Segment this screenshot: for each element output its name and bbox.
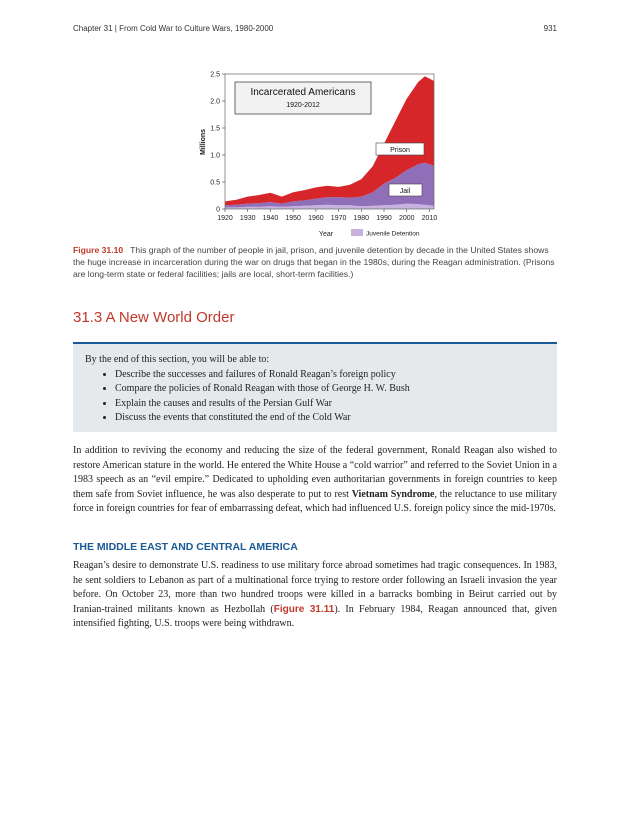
x-tick-label: 1990 [376, 215, 392, 222]
page-number: 931 [543, 24, 557, 33]
paragraph-text: Reagan’s desire to demonstrate U.S. readiness to use military force abroad sometimes had tragic consequences. In 1983, he sent soldiers to Lebanon as part of a multinational force trying to restore order following an Israeli invasion the year before. On October 23, more than two hundred troops were killed in a barracks bombing in Beirut carried out by Iranian-trained militants known as Hezbollah ( [73, 560, 557, 615]
paragraph-text: In addition to reviving the economy and reducing the size of the federal government, Ronald Reagan also wished to restore American stature in the world. He entered the White House a “cold warrior” and referred to the Soviet Union in a 1983 speech as an “evil empire.” Dedicated to upholding even authoritarian governments in foreign countries to keep them safe from Soviet influence, he was also desperate to put to rest [73, 445, 557, 500]
objective-item: • Discuss the events that constituted the end of the Cold War [115, 411, 545, 426]
x-tick-label: 1960 [308, 215, 324, 222]
x-tick-label: 1980 [353, 215, 370, 222]
objectives-intro: By the end of this section, you will be able to: [85, 354, 270, 365]
learning-objectives-box [73, 342, 557, 432]
y-axis-label: Millions [200, 128, 207, 156]
chart-svg [193, 64, 441, 242]
y-tick-label: 2.0 [210, 98, 220, 106]
running-title: Chapter 31 | From Cold War to Culture Wars, 1980-2000 [73, 24, 274, 33]
legend-swatch-juvenile [351, 229, 363, 236]
objective-item: • Explain the causes and results of the Persian Gulf War [115, 397, 545, 412]
body-paragraph-1 [73, 444, 557, 517]
x-axis-label: Year [318, 231, 334, 238]
x-tick-label: 1950 [285, 215, 301, 222]
objective-item: • Compare the policies of Ronald Reagan with those of George H. W. Bush [115, 382, 545, 397]
jail-label: Jail [399, 188, 411, 195]
figure-label: Figure 31.10 [73, 245, 124, 255]
y-tick-label: 0.5 [210, 179, 220, 187]
x-tick-label: 2010 [421, 215, 438, 222]
body-paragraph-2 [73, 559, 557, 632]
caption-text: This graph of the number of people in jail, prison, and juvenile detention by decade in the United States shows the huge increase in incarceration during the war on drugs that began in the 1980s, during the Reagan administration. (Prisons are long-term state or federal facilities; jails are local, short-term facilities.) [73, 245, 555, 279]
objective-item: • Describe the successes and failures of Ronald Reagan’s foreign policy [115, 368, 545, 383]
section-title: 31.3 A New World Order [73, 309, 235, 326]
prison-label: Prison [390, 147, 410, 154]
running-header [73, 24, 557, 33]
x-tick-label: 1930 [239, 215, 256, 222]
y-tick-label: 1.5 [210, 125, 220, 133]
incarceration-chart [193, 64, 441, 242]
x-tick-label: 1970 [330, 215, 347, 222]
objectives-list [85, 368, 545, 426]
legend-label-juvenile: Juvenile Detention [366, 230, 420, 238]
paragraph-text: , the reluctance to use military force in foreign countries for fear of embarrassing defeat, which had influenced U.S. foreign policy since the mid-1970s. [73, 488, 557, 514]
x-tick-label: 1940 [262, 215, 279, 222]
paragraph-text: ). In February 1984, Reagan announced that, given intensified fighting, U.S. troops were being withdrawn. [73, 603, 557, 629]
figure-caption [73, 244, 557, 280]
x-tick-label: 1920 [217, 215, 233, 222]
y-tick-label: 0 [216, 206, 220, 214]
chart-subtitle: 1920-2012 [286, 102, 320, 109]
y-tick-label: 1.0 [210, 152, 220, 160]
y-tick-label: 2.5 [210, 71, 220, 79]
chart-title: Incarcerated Americans [250, 87, 356, 98]
x-tick-label: 2000 [398, 215, 415, 222]
key-term: Vietnam Syndrome [351, 488, 435, 500]
figure-link[interactable]: Figure 31.11 [273, 603, 335, 615]
subsection-heading: THE MIDDLE EAST AND CENTRAL AMERICA [73, 541, 298, 553]
